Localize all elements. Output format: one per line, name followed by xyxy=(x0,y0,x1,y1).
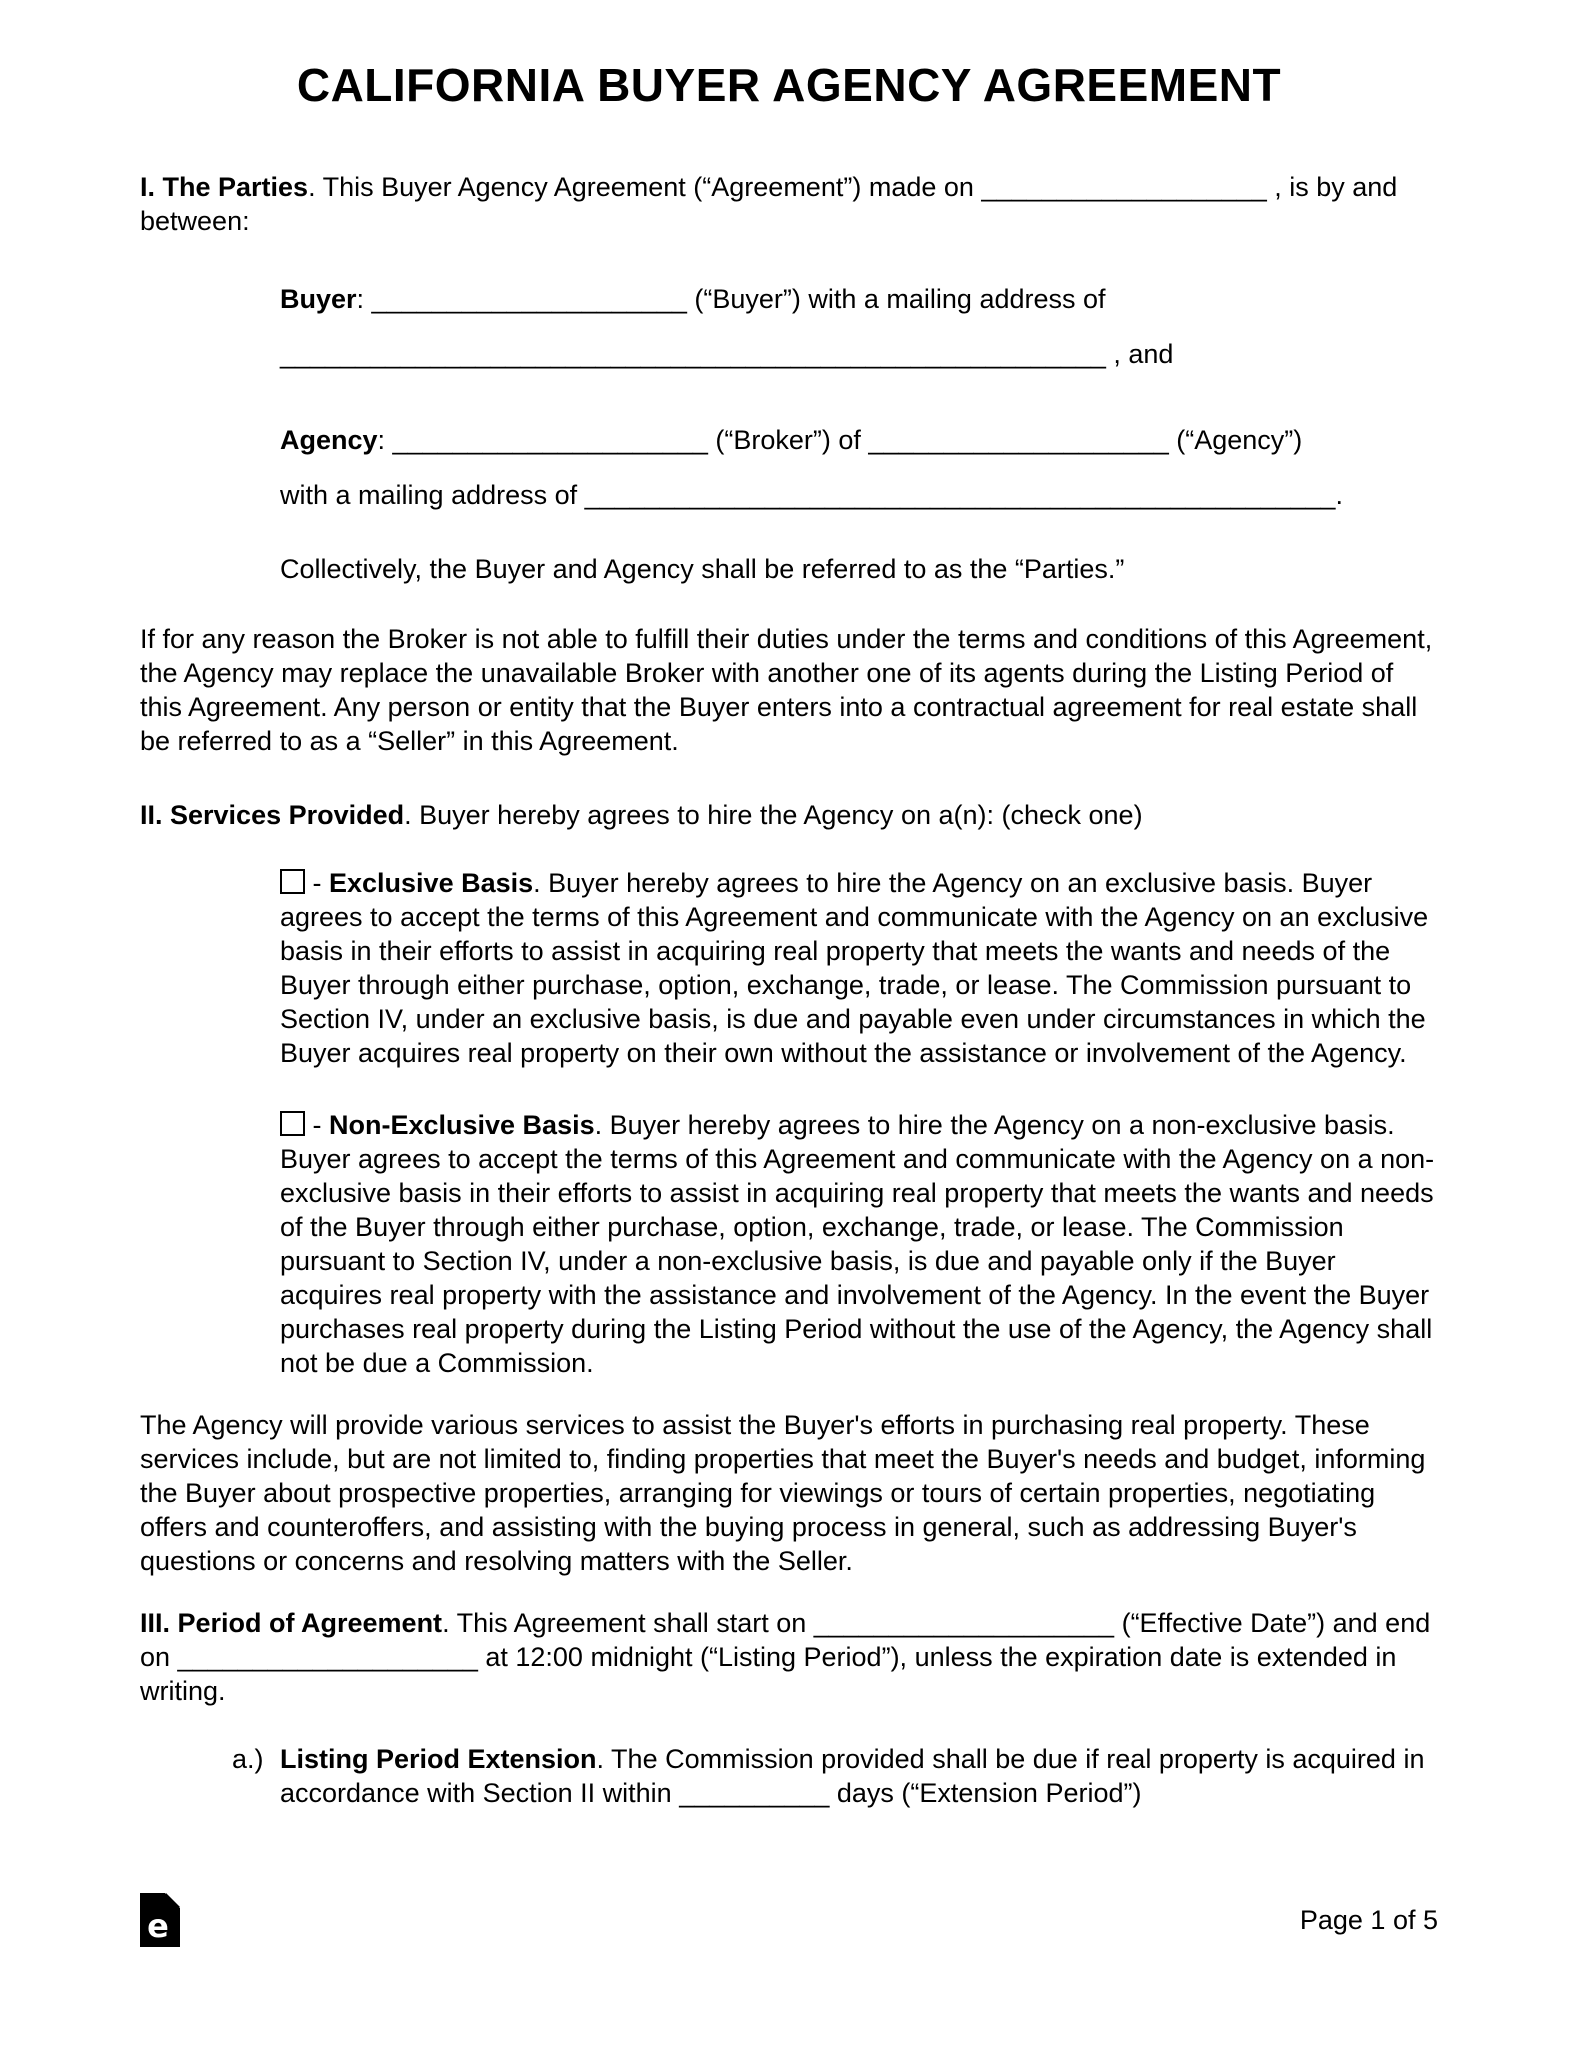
exclusive-basis-label: Exclusive Basis xyxy=(329,868,534,898)
buyer-block xyxy=(280,282,1438,371)
buyer-name-blank: : _____________________ (“Buyer”) with a mailing address of xyxy=(356,284,1106,314)
exclusive-basis-checkbox[interactable] xyxy=(280,869,305,894)
exclusive-basis-option xyxy=(280,866,1438,1070)
non-exclusive-basis-option xyxy=(280,1108,1438,1380)
period-intro-text: . This Agreement shall start on ____________________ (“Effective Date”) and end on ____________________ at 12:00 midnight (“Listing Period”), unless the expiration date is extended in writing. xyxy=(140,1608,1431,1706)
extension-item-marker: a.) xyxy=(232,1744,264,1774)
document-title: CALIFORNIA BUYER AGENCY AGREEMENT xyxy=(296,59,1282,111)
agency-label: Agency xyxy=(280,425,378,455)
services-description-paragraph: The Agency will provide various services to assist the Buyer's efforts in purchasing real property. These services include, but are not limited to, finding properties that meet the Buyer's needs and budget, informing the Buyer about prospective properties, arranging for viewings or tours of certain properties, negotiating offers and counteroffers, and assisting with the buying process in general, such as addressing Buyer's questions or concerns and resolving matters with the Seller. xyxy=(140,1410,1426,1576)
buyer-name-line xyxy=(280,282,1438,316)
non-exclusive-basis-text: . Buyer hereby agrees to hire the Agency on a non-exclusive basis. Buyer agrees to accept the terms of this Agreement and communicate with the Agency on a non-exclusive basis in their efforts to assist in acquiring real property that meets the wants and needs of the Buyer through either purchase, option, exchange, trade, or lease. The Commission pursuant to Section IV, under a non-exclusive basis, is due and payable only if the Buyer acquires real property with the assistance and involvement of the Agency. In the event the Buyer purchases real property during the Listing Period without the use of the Agency, the Agency shall not be due a Commission. xyxy=(280,1110,1435,1378)
page-indicator: Page 1 of 5 xyxy=(1299,1905,1438,1935)
eforms-logo-icon xyxy=(140,1893,180,1947)
non-exclusive-dash: - xyxy=(305,1110,329,1140)
page-footer xyxy=(140,1893,1438,1947)
extension-label: Listing Period Extension xyxy=(280,1744,597,1774)
buyer-label: Buyer xyxy=(280,284,357,314)
buyer-address-blank: _______________________________________________________ , and xyxy=(280,339,1174,369)
non-exclusive-basis-label: Non-Exclusive Basis xyxy=(329,1110,595,1140)
period-section-heading: III. Period of Agreement xyxy=(140,1608,443,1638)
agency-address-blank: with a mailing address of __________________________________________________. xyxy=(280,480,1343,510)
exclusive-basis-text: . Buyer hereby agrees to hire the Agency on an exclusive basis. Buyer agrees to accept the terms of this Agreement and communicate with the Agency on an exclusive basis in their efforts to assist in acquiring real property that meets the wants and needs of the Buyer through either purchase, option, exchange, trade, or lease. The Commission pursuant to Section IV, under an exclusive basis, is due and payable even under circumstances in which the Buyer acquires real property on their own without the assistance or involvement of the Agency. xyxy=(280,868,1429,1068)
services-intro-text: . Buyer hereby agrees to hire the Agency on a(n): (check one) xyxy=(404,800,1143,830)
services-intro-paragraph xyxy=(140,798,1438,832)
extension-item-body xyxy=(280,1742,1438,1810)
agency-name-blank: : _____________________ (“Broker”) of ____________________ (“Agency”) xyxy=(377,425,1303,455)
services-section-heading: II. Services Provided xyxy=(140,800,405,830)
agency-block xyxy=(280,423,1438,512)
non-exclusive-basis-checkbox[interactable] xyxy=(280,1111,305,1136)
exclusive-dash: - xyxy=(305,868,329,898)
parties-intro-text: . This Buyer Agency Agreement (“Agreement”) made on ___________________ , is by and between: xyxy=(140,172,1398,236)
parties-intro-paragraph xyxy=(140,170,1438,238)
period-intro-paragraph xyxy=(140,1606,1438,1708)
collectively-paragraph: Collectively, the Buyer and Agency shall be referred to as the “Parties.” xyxy=(280,554,1125,584)
agency-name-line xyxy=(280,423,1438,457)
logo-letter: e xyxy=(147,1907,169,1945)
broker-replacement-paragraph: If for any reason the Broker is not able to fulfill their duties under the terms and conditions of this Agreement, the Agency may replace the unavailable Broker with another one of its agents during the Listing Period of this Agreement. Any person or entity that the Buyer enters into a contractual agreement for real estate shall be referred to as a “Seller” in this Agreement. xyxy=(140,624,1433,756)
extension-text: . The Commission provided shall be due if real property is acquired in accordance with Section II within __________ days (“Extension Period”) xyxy=(280,1744,1425,1808)
parties-section-heading: I. The Parties xyxy=(140,172,309,202)
listing-period-extension-item xyxy=(232,1742,1438,1810)
